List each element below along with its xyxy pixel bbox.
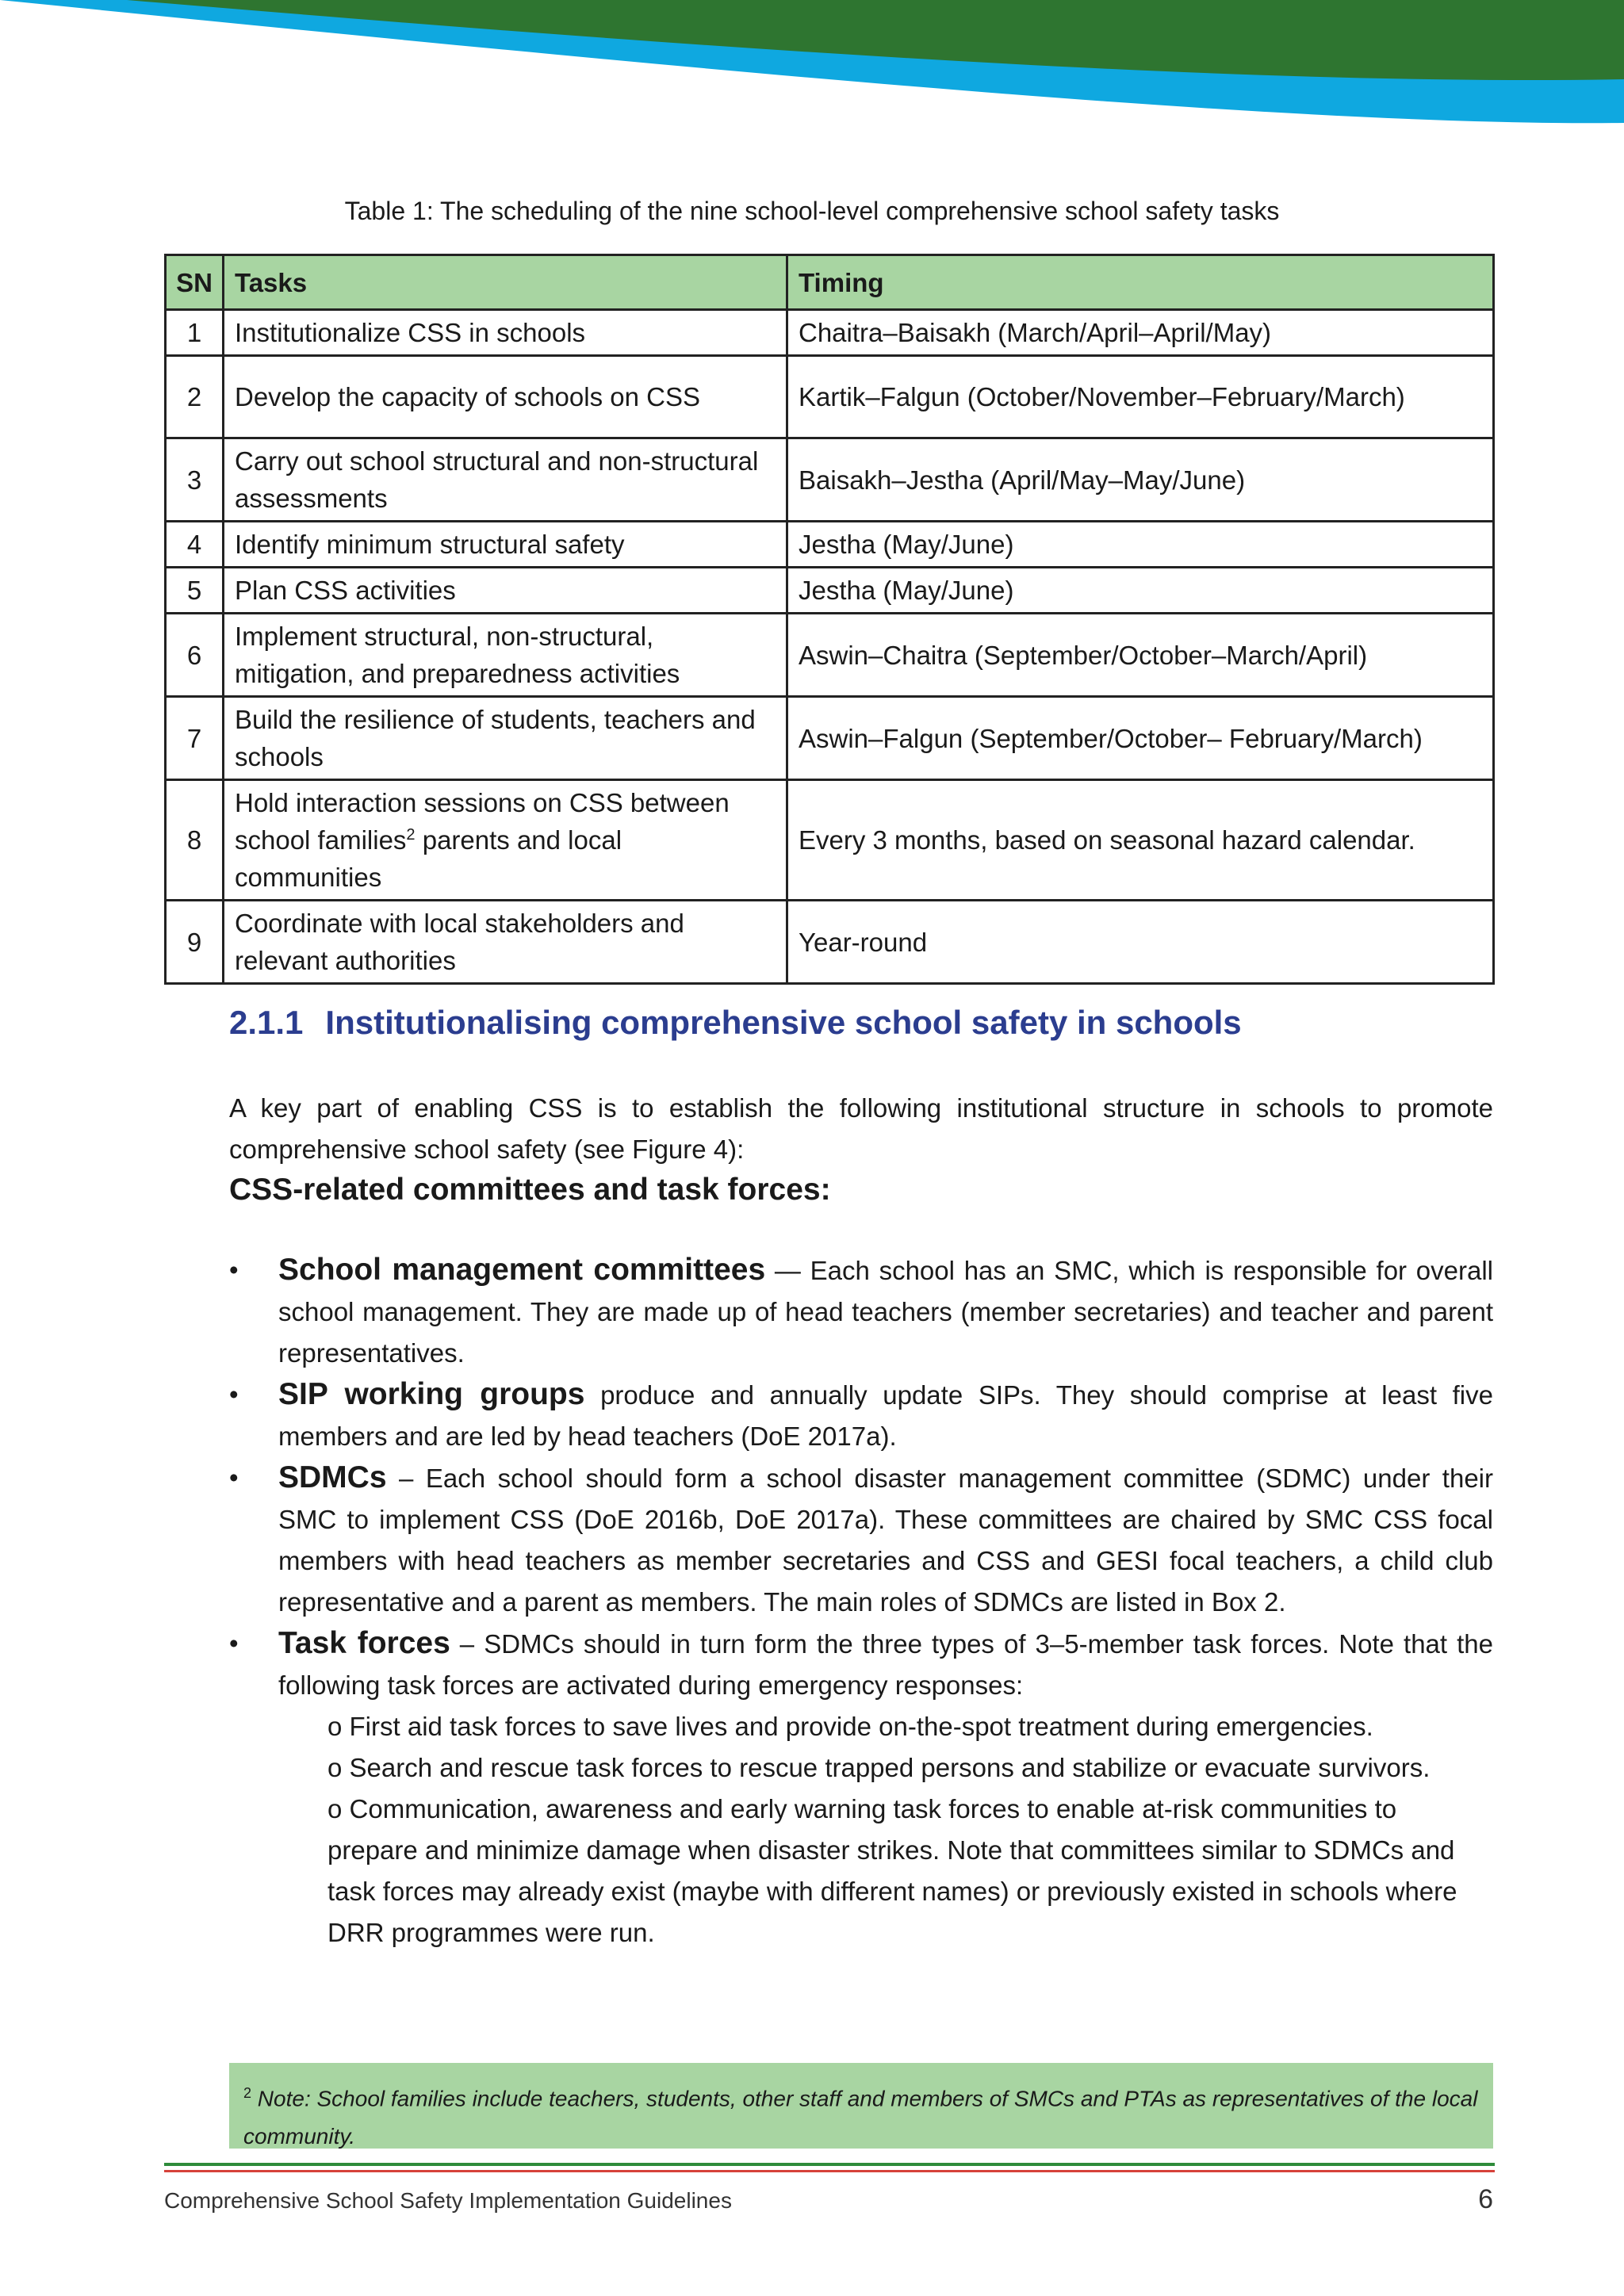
table-row [166, 780, 1494, 901]
cell-task: Institutionalize CSS in schools [224, 310, 787, 356]
cell-task: Build the resilience of students, teachers and schools [224, 697, 787, 780]
list-item [229, 1374, 1493, 1457]
footnote-ref: 2 [406, 826, 416, 844]
list-item-text: – SDMCs should in turn form the three types of 3–5-member task forces. Note that the following task forces are activated during emergency responses: [278, 1629, 1493, 1700]
table-row [166, 697, 1494, 780]
list-item-bold: School management committees [278, 1253, 766, 1287]
table-row [166, 310, 1494, 356]
cell-timing: Jestha (May/June) [787, 568, 1494, 614]
list-item-text: – Each school should form a school disaster management committee (SDMC) under their SMC to implement CSS (DoE 2016b, DoE 2017a). These committees are chaired by SMC CSS focal members with head teachers as member secretaries and CSS and GESI focal teachers, a child club representative and a parent as members. The main roles of SDMCs are listed in Box 2. [278, 1464, 1493, 1617]
footer-title: Comprehensive School Safety Implementation Guidelines [164, 2188, 732, 2213]
header-wave-banner [0, 0, 1624, 127]
list-item [229, 1249, 1493, 1374]
footer-rule-green [164, 2163, 1495, 2166]
list-item-bold: Task forces [278, 1626, 450, 1660]
bullet-icon: • [229, 1463, 239, 1492]
cell-sn: 4 [166, 522, 224, 568]
table-row [166, 438, 1494, 522]
list-item [229, 1623, 1493, 1954]
table-row [166, 614, 1494, 697]
cell-task: Plan CSS activities [224, 568, 787, 614]
cell-sn: 2 [166, 356, 224, 438]
footnote-box [229, 2063, 1493, 2149]
cell-timing: Every 3 months, based on seasonal hazard calendar. [787, 780, 1494, 901]
column-header-timing: Timing [787, 255, 1494, 310]
cell-timing: Chaitra–Baisakh (March/April–April/May) [787, 310, 1494, 356]
bullet-icon: • [229, 1380, 239, 1409]
subheading: CSS-related committees and task forces: [229, 1173, 831, 1207]
cell-task: Carry out school structural and non-structural assessments [224, 438, 787, 522]
column-header-sn: SN [166, 255, 224, 310]
cell-task [224, 780, 787, 901]
cell-task: Develop the capacity of schools on CSS [224, 356, 787, 438]
section-title: Institutionalising comprehensive school safety in schools [325, 1004, 1242, 1041]
cell-sn: 9 [166, 901, 224, 984]
cell-sn: 6 [166, 614, 224, 697]
list-item-bold: SIP working groups [278, 1377, 585, 1411]
cell-sn: 8 [166, 780, 224, 901]
sub-list-item: o First aid task forces to save lives and provide on-the-spot treatment during emergencies. [327, 1712, 1373, 1741]
page-number: 6 [1478, 2184, 1493, 2214]
cell-timing: Aswin–Falgun (September/October– February/March) [787, 697, 1494, 780]
cell-task-text-cont: parents and local communities [235, 825, 622, 892]
bullet-icon: • [229, 1255, 239, 1284]
section-heading [229, 1001, 1242, 1045]
intro-paragraph: A key part of enabling CSS is to establish the following institutional structure in schools to promote comprehensive school safety (see Figure 4): [229, 1093, 1493, 1164]
cell-task: Coordinate with local stakeholders and relevant authorities [224, 901, 787, 984]
cell-sn: 1 [166, 310, 224, 356]
cell-task-text: Hold interaction sessions on CSS between school families [235, 788, 730, 855]
cell-sn: 7 [166, 697, 224, 780]
section-number: 2.1.1 [229, 1004, 304, 1041]
table-row [166, 568, 1494, 614]
footnote-mark: 2 [243, 2085, 252, 2101]
bullet-icon: • [229, 1628, 239, 1658]
column-header-tasks: Tasks [224, 255, 787, 310]
list-item [229, 1457, 1493, 1623]
list-item-text: produce and annually update SIPs. They should comprise at least five members and are led by head teachers (DoE 2017a). [278, 1380, 1493, 1451]
cell-timing: Year-round [787, 901, 1494, 984]
table-row [166, 356, 1494, 438]
list-item-text: — Each school has an SMC, which is responsible for overall school management. They are made up of head teachers (member secretaries) and teacher and parent representatives. [278, 1256, 1493, 1368]
table-caption: Table 1: The scheduling of the nine school-level comprehensive school safety tasks [344, 197, 1280, 225]
footer-rule-red [164, 2170, 1495, 2172]
cell-timing: Baisakh–Jestha (April/May–May/June) [787, 438, 1494, 522]
cell-task: Implement structural, non-structural, mitigation, and preparedness activities [224, 614, 787, 697]
sub-list [278, 1706, 1493, 1954]
cell-sn: 5 [166, 568, 224, 614]
list-item-bold: SDMCs [278, 1460, 387, 1494]
schedule-table [164, 254, 1495, 985]
sub-list-item: o Search and rescue task forces to rescue trapped persons and stabilize or evacuate survivors. [327, 1753, 1431, 1782]
table-row [166, 901, 1494, 984]
bullet-list [229, 1249, 1493, 1954]
cell-timing: Aswin–Chaitra (September/October–March/April) [787, 614, 1494, 697]
cell-sn: 3 [166, 438, 224, 522]
sub-list-item: o Communication, awareness and early warning task forces to enable at-risk communities to prepare and minimize damage when disaster strikes. Note that committees similar to SDMCs and task forces may already exist (maybe with different names) or previously existed in schools where DRR programmes were run. [327, 1794, 1457, 1947]
cell-timing: Kartik–Falgun (October/November–February/March) [787, 356, 1494, 438]
cell-timing: Jestha (May/June) [787, 522, 1494, 568]
cell-task: Identify minimum structural safety [224, 522, 787, 568]
table-header-row [166, 255, 1494, 310]
table-row [166, 522, 1494, 568]
footnote-text: Note: School families include teachers, students, other staff and members of SMCs and PTAs as representatives of the local community. [243, 2086, 1478, 2149]
